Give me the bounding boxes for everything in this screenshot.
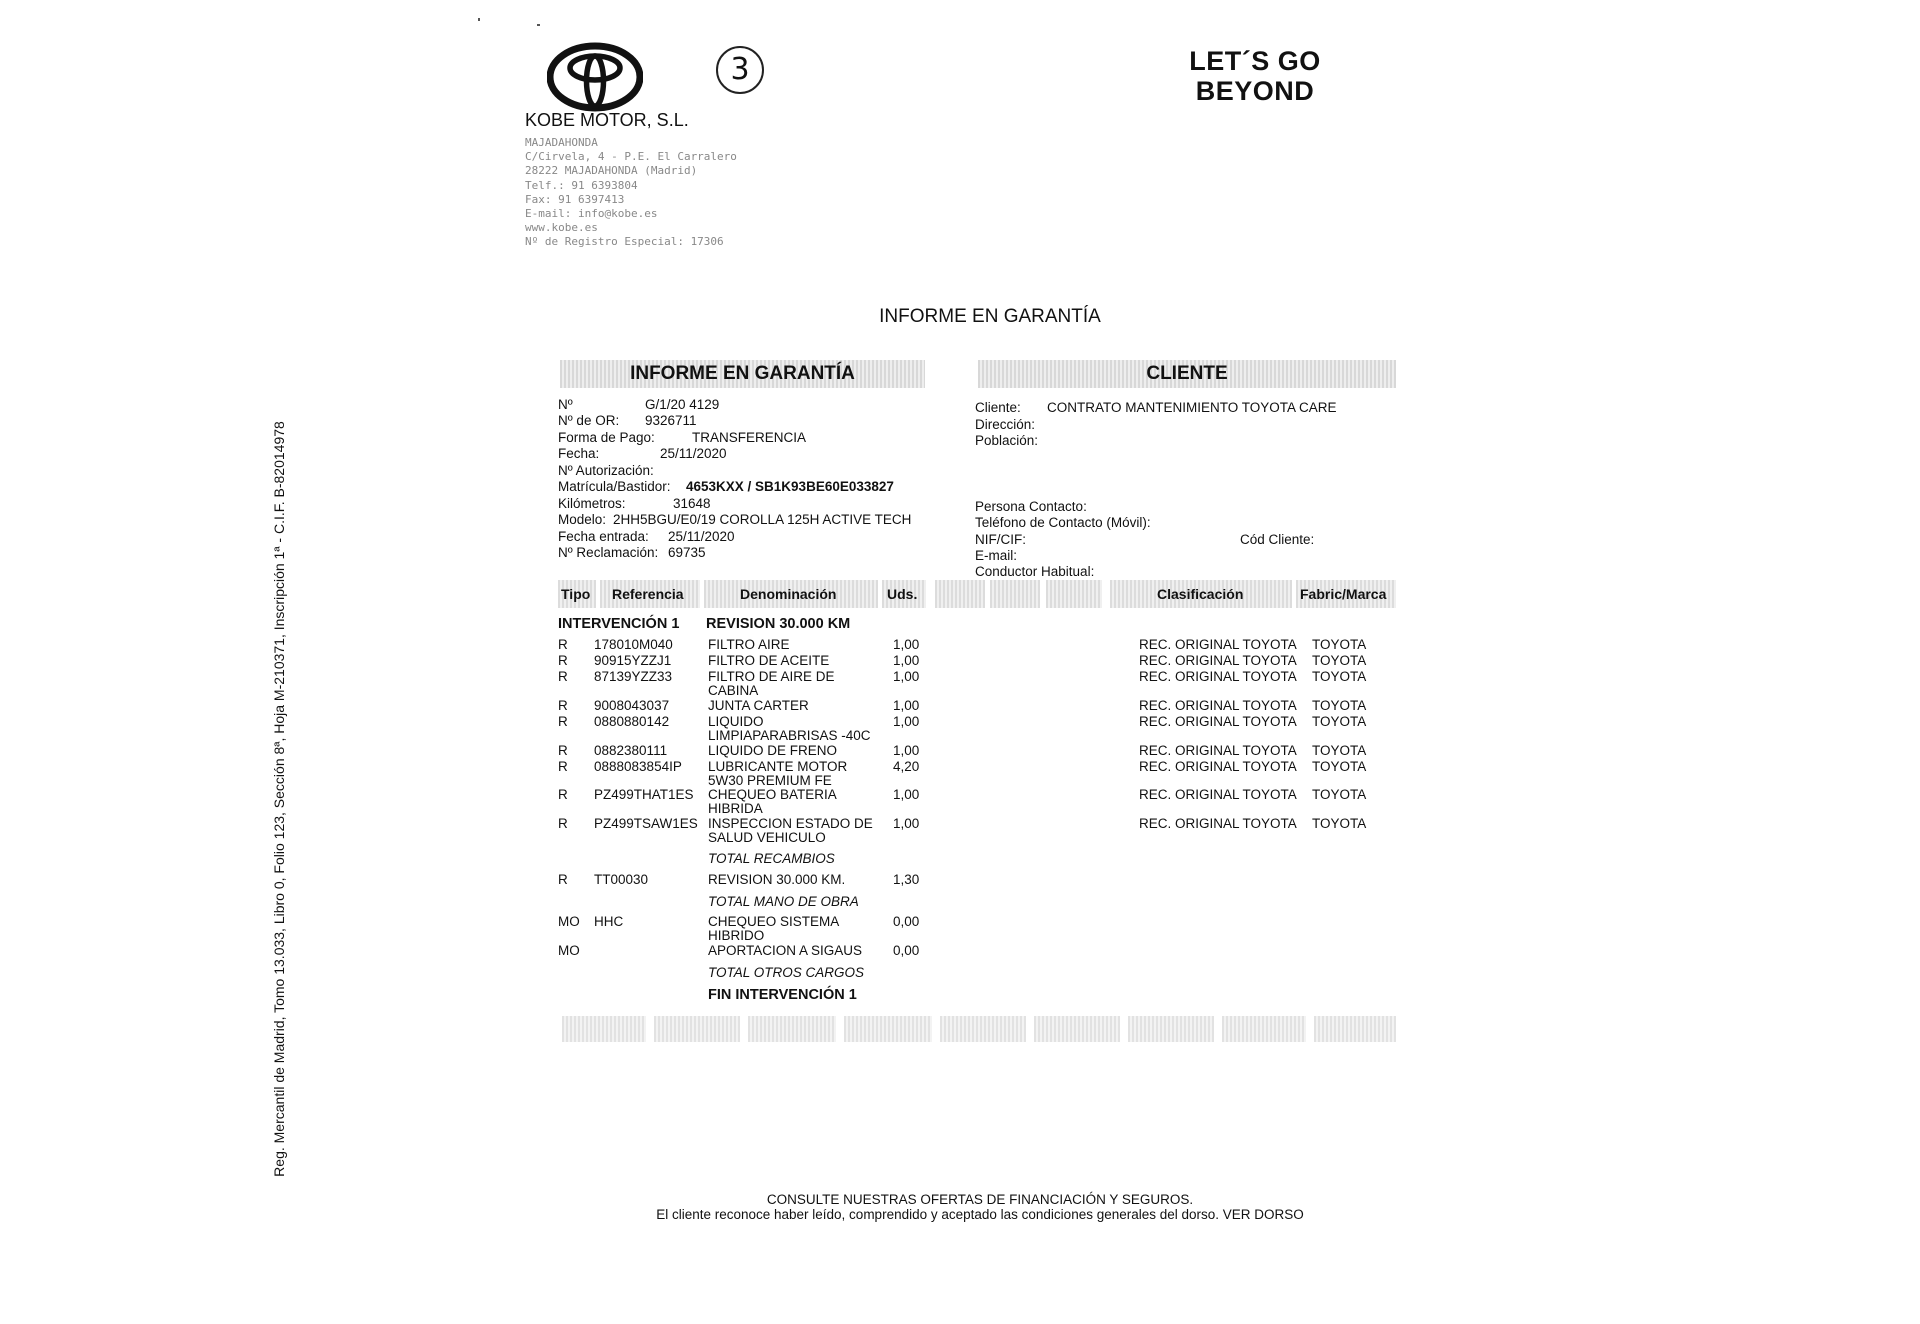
row-uds: 0,00 xyxy=(893,943,920,958)
telefono-label: Teléfono de Contacto (Móvil): xyxy=(975,515,1151,530)
km-value: 31648 xyxy=(673,496,711,511)
row-ref: PZ499THAT1ES xyxy=(594,787,694,802)
total-mano-obra: TOTAL MANO DE OBRA xyxy=(708,894,859,909)
reclamacion-value: 69735 xyxy=(668,545,706,560)
row-ref: 0880880142 xyxy=(594,714,670,729)
bottom-bar-segment xyxy=(1128,1016,1214,1042)
total-recambios: TOTAL RECAMBIOS xyxy=(708,851,835,866)
row-tipo: MO xyxy=(558,914,580,929)
col-referencia: Referencia xyxy=(612,586,684,602)
row-marca: TOYOTA xyxy=(1312,759,1367,774)
nif-label: NIF/CIF: xyxy=(975,532,1026,547)
fecha-entrada-label: Fecha entrada: xyxy=(558,529,649,544)
numero-label: Nº xyxy=(558,397,573,412)
conductor-label: Conductor Habitual: xyxy=(975,564,1095,579)
row-ref: PZ499TSAW1ES xyxy=(594,816,698,831)
matricula-value: 4653KXX / SB1K93BE60E033827 xyxy=(686,479,894,494)
bottom-bar-segment xyxy=(562,1016,646,1042)
row-ref: TT00030 xyxy=(594,872,649,887)
row-den: CHEQUEO BATERIA xyxy=(708,787,837,802)
row-clasificacion: REC. ORIGINAL TOYOTA xyxy=(1139,637,1297,652)
km-label: Kilómetros: xyxy=(558,496,626,511)
row-uds: 1,00 xyxy=(893,653,920,668)
scan-speck xyxy=(478,18,480,21)
footer-line-1: CONSULTE NUESTRAS OFERTAS DE FINANCIACIÓN Y SEGUROS. xyxy=(766,1192,1194,1207)
row-marca: TOYOTA xyxy=(1312,637,1367,652)
row-uds: 1,30 xyxy=(893,872,920,887)
row-marca: TOYOTA xyxy=(1312,816,1367,831)
row-den: FILTRO AIRE xyxy=(708,637,790,652)
row-den: REVISION 30.000 KM. xyxy=(708,872,846,887)
row-den: LIQUIDO DE FRENO xyxy=(708,743,838,758)
row-clasificacion: REC. ORIGINAL TOYOTA xyxy=(1139,759,1297,774)
address-line: E-mail: info@kobe.es xyxy=(525,207,658,221)
row-tipo: R xyxy=(558,714,568,729)
autorizacion-label: Nº Autorización: xyxy=(558,463,654,478)
row-ref: 90915YZZJ1 xyxy=(594,653,672,668)
address-line: Telf.: 91 6393804 xyxy=(525,178,638,192)
row-clasificacion: REC. ORIGINAL TOYOTA xyxy=(1139,653,1297,668)
warranty-heading: INFORME EN GARANTÍA xyxy=(630,363,855,384)
cliente-label: Cliente: xyxy=(975,400,1021,415)
row-tipo: R xyxy=(558,872,568,887)
client-heading-bar xyxy=(978,360,1396,388)
fecha-label: Fecha: xyxy=(558,446,600,461)
slogan-line-2: BEYOND xyxy=(1195,76,1315,106)
bottom-bar-segment xyxy=(844,1016,932,1042)
row-uds: 1,00 xyxy=(893,669,920,684)
row-den: JUNTA CARTER xyxy=(708,698,809,713)
registry-sidebar-text: Reg. Mercantil de Madrid, Tomo 13.033, Libro 0, Folio 123, Sección 8ª, Hoja M-210371, Inscripción 1ª - C.I.F. B-82014978 xyxy=(271,421,287,1177)
row-marca: TOYOTA xyxy=(1312,714,1367,729)
row-tipo: R xyxy=(558,787,568,802)
row-marca: TOYOTA xyxy=(1312,743,1367,758)
row-ref: HHC xyxy=(594,914,624,929)
row-tipo: R xyxy=(558,816,568,831)
bottom-bar-segment xyxy=(940,1016,1026,1042)
row-marca: TOYOTA xyxy=(1312,787,1367,802)
col-fabric-marca: Fabric/Marca xyxy=(1300,586,1387,602)
client-heading: CLIENTE xyxy=(1146,363,1228,384)
pago-value: TRANSFERENCIA xyxy=(692,430,807,445)
row-den-2: LIMPIAPARABRISAS -40C xyxy=(708,728,871,743)
total-otros-cargos: TOTAL OTROS CARGOS xyxy=(708,965,865,980)
bottom-bar-segment xyxy=(1314,1016,1396,1042)
col-clasificacion: Clasificación xyxy=(1157,586,1244,602)
row-uds: 1,00 xyxy=(893,698,920,713)
row-den: FILTRO DE AIRE DE xyxy=(708,669,835,684)
address-line: www.kobe.es xyxy=(525,221,598,235)
row-ref: 178010M040 xyxy=(594,637,673,652)
row-uds: 1,00 xyxy=(893,714,920,729)
bottom-bar-segment xyxy=(1034,1016,1120,1042)
or-label: Nº de OR: xyxy=(558,413,620,428)
bottom-bar-segment xyxy=(748,1016,836,1042)
cod-cliente-label: Cód Cliente: xyxy=(1240,532,1315,547)
col-tipo: Tipo xyxy=(561,586,591,602)
address-line: MAJADAHONDA xyxy=(525,136,598,149)
row-uds: 1,00 xyxy=(893,637,920,652)
row-den-2: HIBRIDA xyxy=(708,801,763,816)
table-header-cell xyxy=(1046,580,1102,608)
row-clasificacion: REC. ORIGINAL TOYOTA xyxy=(1139,787,1297,802)
slogan xyxy=(1140,46,1370,106)
row-marca: TOYOTA xyxy=(1312,669,1367,684)
row-uds: 1,00 xyxy=(893,787,920,802)
poblacion-label: Población: xyxy=(975,433,1039,448)
scan-speck xyxy=(537,24,540,26)
warranty-heading-bar xyxy=(560,360,925,388)
row-ref: 87139YZZ33 xyxy=(594,669,673,684)
row-marca: TOYOTA xyxy=(1312,698,1367,713)
contacto-label: Persona Contacto: xyxy=(975,499,1087,514)
row-clasificacion: REC. ORIGINAL TOYOTA xyxy=(1139,698,1297,713)
row-uds: 4,20 xyxy=(893,759,920,774)
col-uds: Uds. xyxy=(887,586,918,602)
row-tipo: R xyxy=(558,653,568,668)
circled-page-number: 3 xyxy=(716,46,764,94)
bottom-bar-segment xyxy=(1222,1016,1306,1042)
row-clasificacion: REC. ORIGINAL TOYOTA xyxy=(1139,743,1297,758)
table-header-cell xyxy=(990,580,1040,608)
row-den-2: HIBRIDO xyxy=(708,928,765,943)
matricula-label: Matrícula/Bastidor: xyxy=(558,479,671,494)
fecha-entrada-value: 25/11/2020 xyxy=(668,529,735,544)
row-clasificacion: REC. ORIGINAL TOYOTA xyxy=(1139,714,1297,729)
col-denominacion: Denominación xyxy=(740,586,837,602)
row-ref: 0888083854IP xyxy=(594,759,682,774)
row-den: LIQUIDO xyxy=(708,714,764,729)
address-line: Fax: 91 6397413 xyxy=(525,192,625,206)
document-title: INFORME EN GARANTÍA xyxy=(879,306,1101,327)
row-tipo: R xyxy=(558,669,568,684)
reclamacion-label: Nº Reclamación: xyxy=(558,545,659,560)
row-uds: 1,00 xyxy=(893,816,920,831)
footer-line-2: El cliente reconoce haber leído, comprendido y aceptado las condiciones generales del dorso. VER DORSO xyxy=(656,1207,1304,1222)
or-value: 9326711 xyxy=(645,413,697,428)
table-header-cell xyxy=(935,580,985,608)
row-tipo: R xyxy=(558,698,568,713)
cliente-value: CONTRATO MANTENIMIENTO TOYOTA CARE xyxy=(1047,400,1337,415)
row-clasificacion: REC. ORIGINAL TOYOTA xyxy=(1139,669,1297,684)
row-ref: 0882380111 xyxy=(594,743,668,758)
row-uds: 0,00 xyxy=(893,914,920,929)
row-marca: TOYOTA xyxy=(1312,653,1367,668)
row-uds: 1,00 xyxy=(893,743,920,758)
intervention-desc: REVISION 30.000 KM xyxy=(706,616,851,632)
fecha-value: 25/11/2020 xyxy=(660,446,727,461)
email-label: E-mail: xyxy=(975,548,1018,563)
row-den: INSPECCION ESTADO DE xyxy=(708,816,873,831)
row-den-2: SALUD VEHICULO xyxy=(708,830,826,845)
toyota-logo xyxy=(547,42,643,112)
intervention-label: INTERVENCIÓN 1 xyxy=(558,616,680,632)
company-name: KOBE MOTOR, S.L. xyxy=(525,110,689,130)
address-line: 28222 MAJADAHONDA (Madrid) xyxy=(525,164,698,178)
bottom-bar-segment xyxy=(654,1016,740,1042)
row-clasificacion: REC. ORIGINAL TOYOTA xyxy=(1139,816,1297,831)
direccion-label: Dirección: xyxy=(975,417,1036,432)
address-line: Nº de Registro Especial: 17306 xyxy=(525,235,724,249)
row-ref: 9008043037 xyxy=(594,698,670,713)
row-tipo: MO xyxy=(558,943,580,958)
numero-value: G/1/20 4129 xyxy=(645,397,720,412)
row-den-2: 5W30 PREMIUM FE xyxy=(708,773,832,788)
pago-label: Forma de Pago: xyxy=(558,430,655,445)
fin-intervencion: FIN INTERVENCIÓN 1 xyxy=(708,987,857,1003)
row-tipo: R xyxy=(558,743,568,758)
row-den: APORTACION A SIGAUS xyxy=(708,943,863,958)
company-address xyxy=(525,136,737,250)
row-den: LUBRICANTE MOTOR xyxy=(708,759,848,774)
row-den: FILTRO DE ACEITE xyxy=(708,653,830,668)
modelo-value: 2HH5BGU/E0/19 COROLLA 125H ACTIVE TECH xyxy=(613,512,912,527)
row-den-2: CABINA xyxy=(708,683,759,698)
slogan-line-1: LET´S GO xyxy=(1189,46,1321,76)
modelo-label: Modelo: xyxy=(558,512,607,527)
address-line: C/Cirvela, 4 - P.E. El Carralero xyxy=(525,150,737,164)
row-tipo: R xyxy=(558,759,568,774)
row-den: CHEQUEO SISTEMA xyxy=(708,914,840,929)
row-tipo: R xyxy=(558,637,568,652)
